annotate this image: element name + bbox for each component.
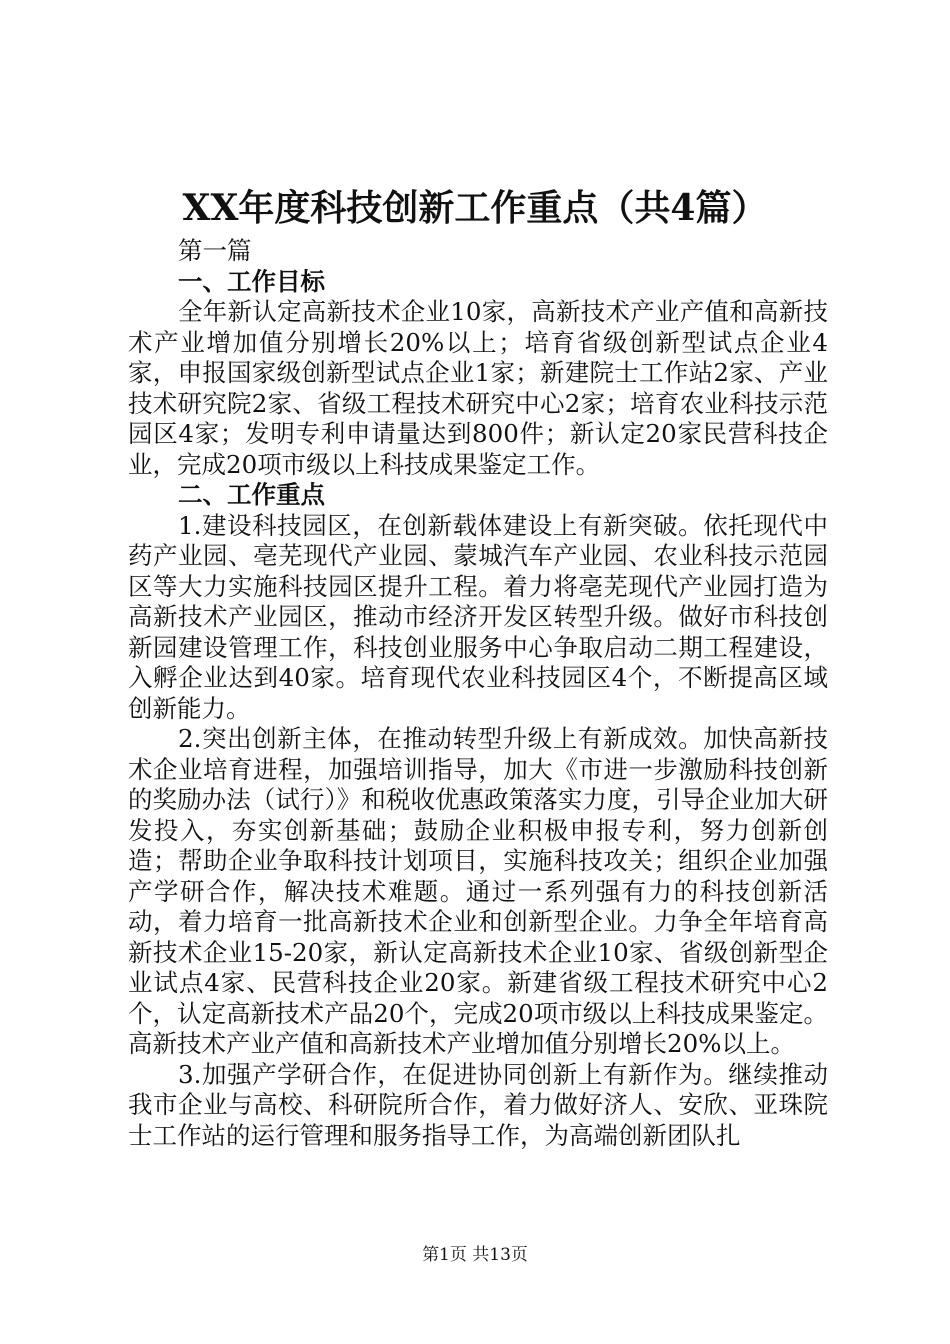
document-body <box>128 236 828 1151</box>
paragraph: 3.加强产学研合作，在促进协同创新上有新作为。继续推动我市企业与高校、科研院所合作，着力做好济人、安欣、亚珠院士工作站的运行管理和服务指导工作，为高端创新团队扎 <box>128 1059 828 1150</box>
section-priorities <box>128 480 828 1151</box>
document-title: XX年度科技创新工作重点（共4篇） <box>182 187 768 229</box>
paragraph: 2.突出创新主体，在推动转型升级上有新成效。加快高新技术企业培育进程，加强培训指导，加大《市进一步激励科技创新的奖励办法（试行）》和税收优惠政策落实力度，引导企业加大研发投入，夯实创新基础；鼓励企业积极申报专利，努力创新创造；帮助企业争取科技计划项目，实施科技攻关；组织企业加强产学研合作，解决技术难题。通过一系列强有力的科技创新活动，着力培育一批高新技术企业和创新型企业。力争全年培育高新技术企业15-20家，新认定高新技术企业10家、省级创新型企业试点4家、民营科技企业20家。新建省级工程技术研究中心2个，认定高新技术产品20个，完成20项市级以上科技成果鉴定。高新技术产业产值和高新技术产业增加值分别增长20%以上。 <box>128 724 828 1058</box>
paragraph: 全年新认定高新技术企业10家，高新技术产业产值和高新技术产业增加值分别增长20%以上；培育省级创新型试点企业4家，申报国家级创新型试点企业1家；新建院士工作站2家、产业技术研究院2家、省级工程技术研究中心2家；培育农业科技示范园区4家；发明专利申请量达到800件；新认定20家民营科技企业，完成20项市级以上科技成果鉴定工作。 <box>128 297 828 479</box>
part-label: 第一篇 <box>178 236 252 265</box>
page-footer: 第1页 共13页 <box>422 1245 528 1265</box>
section-goals <box>128 267 828 481</box>
section-heading: 一、工作目标 <box>178 266 325 296</box>
section-heading: 二、工作重点 <box>178 480 325 509</box>
paragraph: 1.建设科技园区，在创新载体建设上有新突破。依托现代中药产业园、亳芜现代产业园、蒙城汽车产业园、农业科技示范园区等大力实施科技园区提升工程。着力将亳芜现代产业园打造为高新技术产业园区，推动市经济开发区转型升级。做好市科技创新园建设管理工作，科技创业服务中心争取启动二期工程建设，入孵企业达到40家。培育现代农业科技园区4个，不断提高区域创新能力。 <box>128 510 828 723</box>
